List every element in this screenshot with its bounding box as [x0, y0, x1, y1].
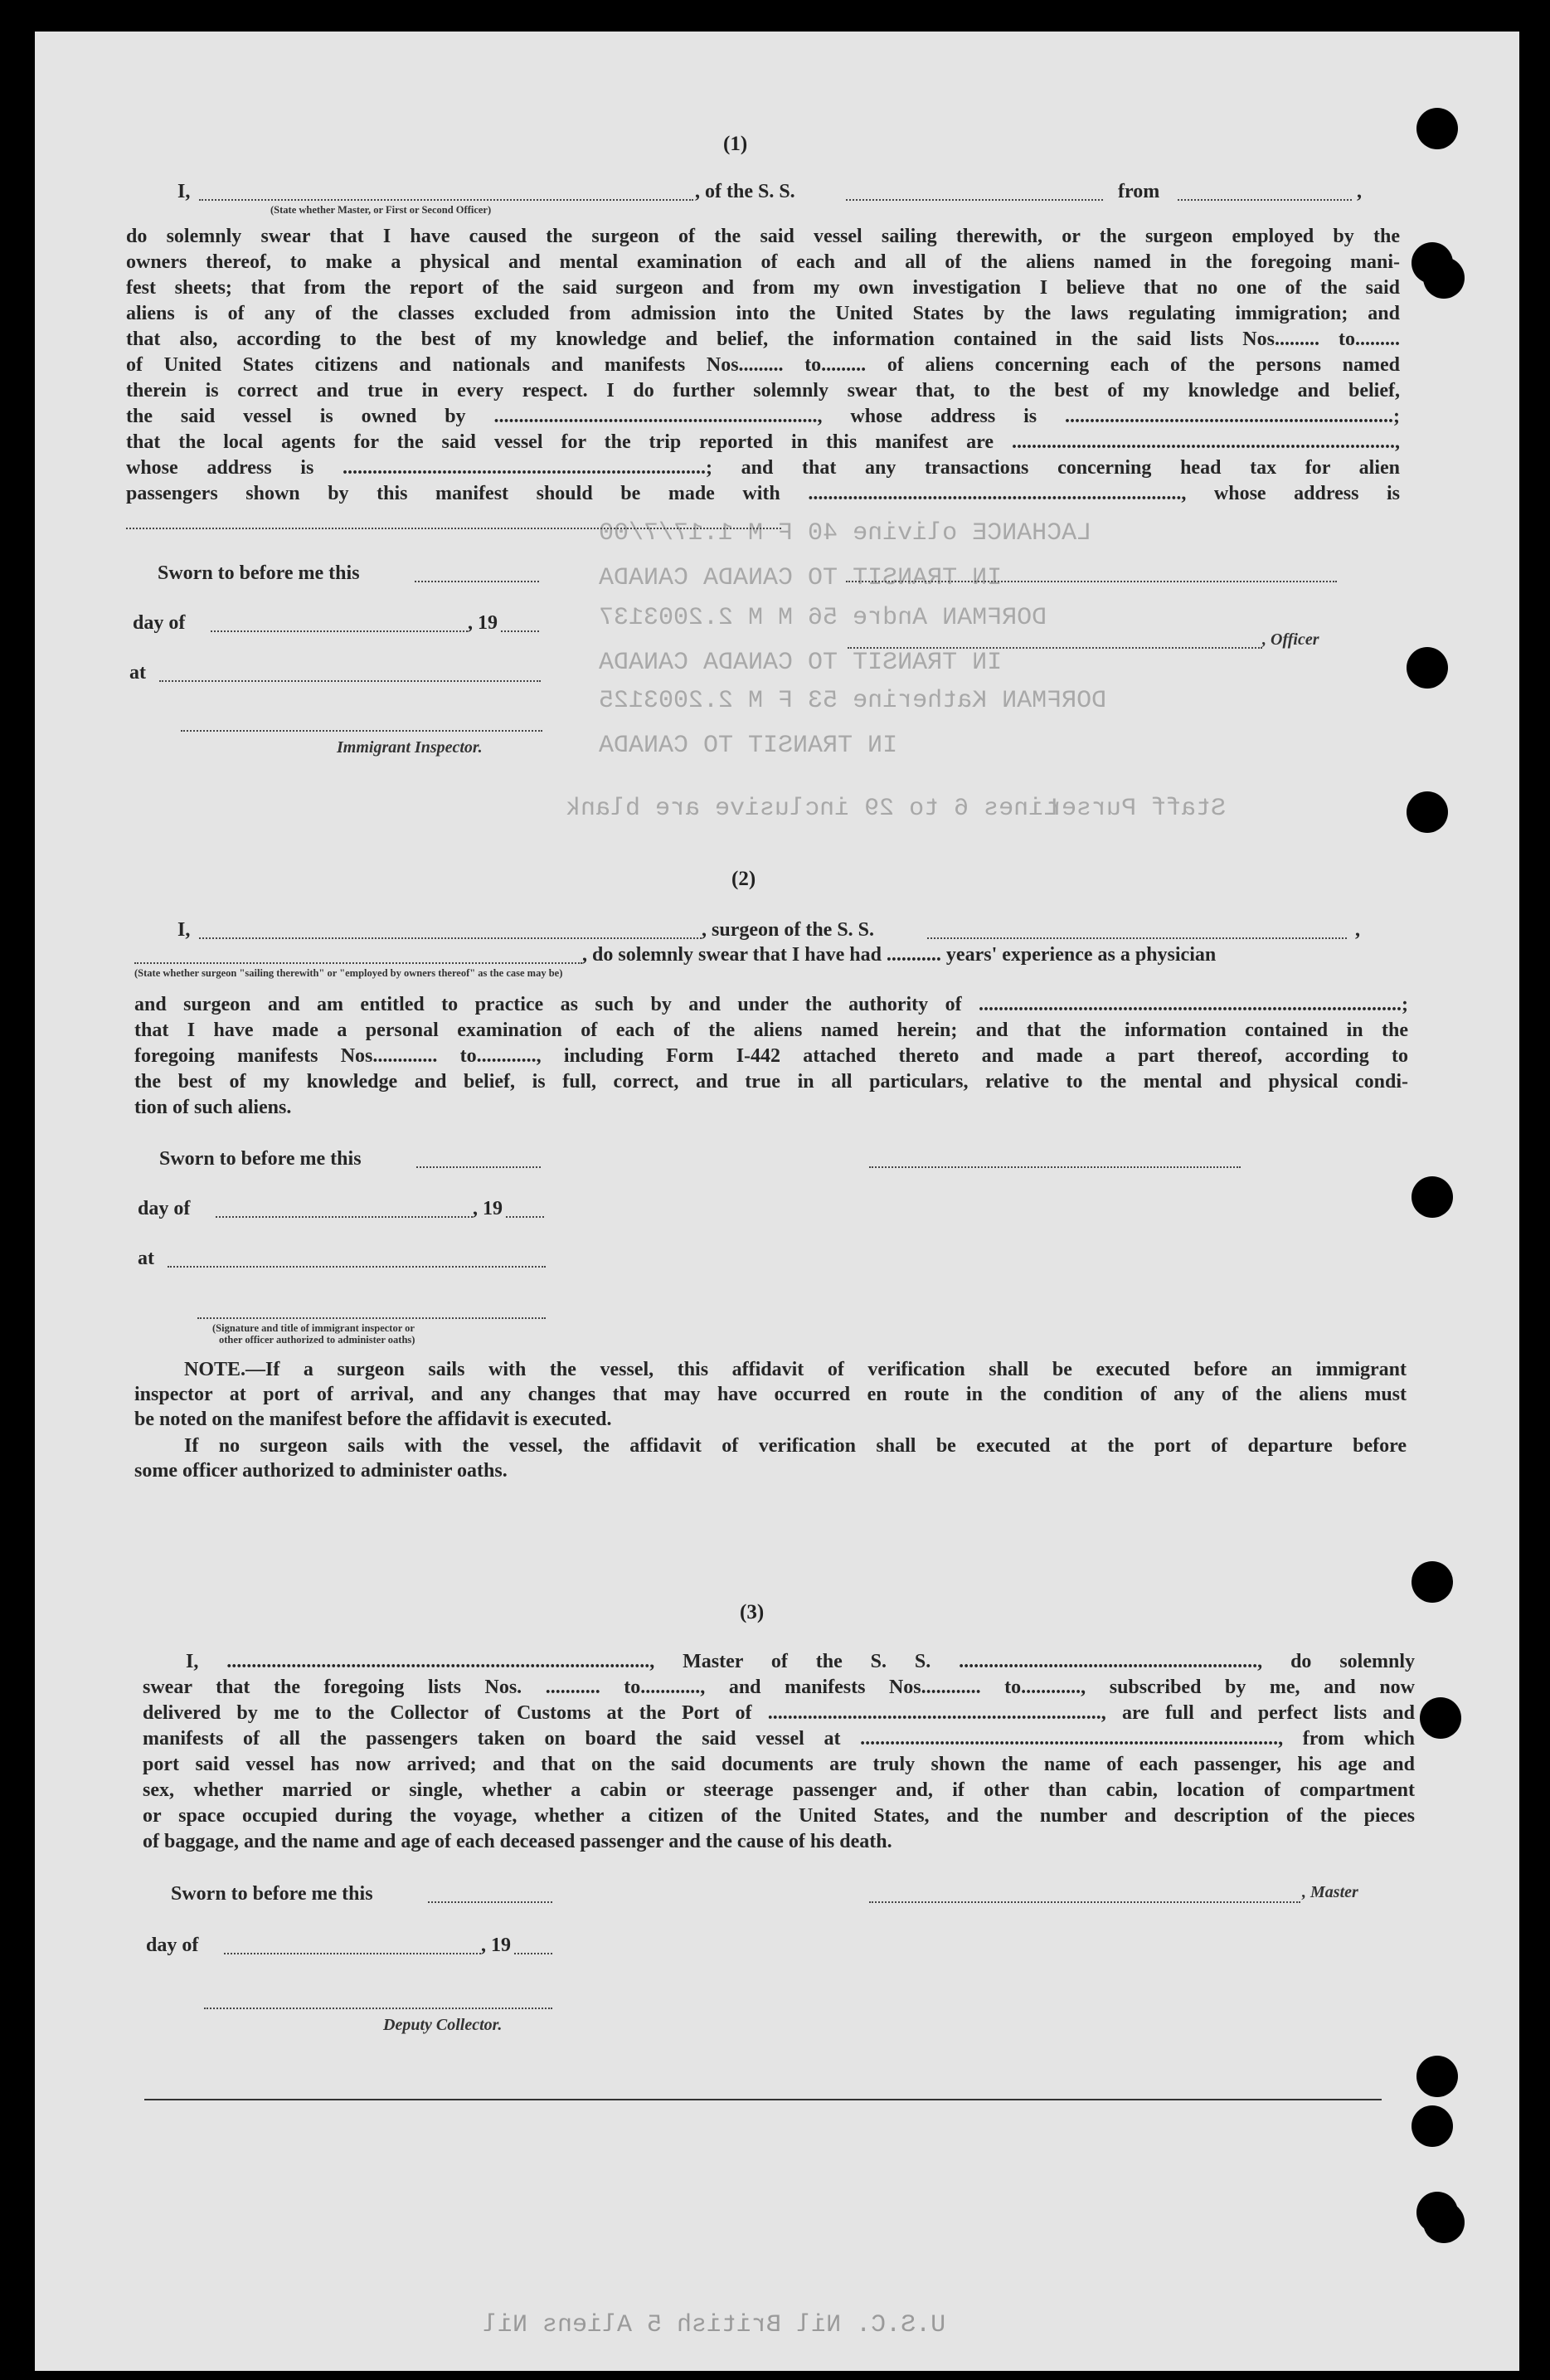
s1-address-continued-field [126, 528, 781, 529]
s2-at-label: at [138, 1248, 154, 1269]
s1-line1-of-ss: , of the S. S. [695, 181, 795, 202]
s2-body-line-5: tion of such aliens. [134, 1097, 292, 1118]
bleed-line-c: DORFMAN Andre 56 M M 2.2003137 [599, 604, 1047, 632]
s2-ship-field [927, 937, 1347, 939]
s2-line2-text: , do solemnly swear that I have had ........... years' experience as a physician [582, 944, 1217, 966]
s2-day-of-label: day of [138, 1198, 191, 1219]
s3-day-of-label: day of [146, 1935, 199, 1956]
s1-caption-state-whether: (State whether Master, or First or Second Officer) [270, 204, 492, 216]
s3-body-line-7: or space occupied during the voyage, whether a citizen of the United States, and the number and description of the pieces [143, 1805, 1415, 1827]
s1-sworn-field [415, 581, 539, 582]
manifest-verification-page [35, 32, 1519, 2371]
bleed-line-a: LACHANCE olivine 40 F M 1.17/7/00 [599, 519, 1092, 548]
punch-hole [1416, 108, 1458, 149]
section-3-number: (3) [740, 1601, 765, 1623]
s1-officer-sign-line-2 [848, 647, 1262, 649]
punch-hole [1412, 2105, 1453, 2147]
punch-hole [1423, 2202, 1465, 2243]
s1-year-field [501, 630, 539, 632]
s1-body-line-1: do solemnly swear that I have caused the surgeon of the said vessel sailing therewith, or the surgeon employed by the [126, 226, 1400, 247]
s1-sworn-label: Sworn to before me this [158, 562, 360, 584]
s3-master-caption: , Master [1302, 1883, 1358, 1901]
s2-sworn-label: Sworn to before me this [159, 1148, 362, 1170]
s3-body-line-4: manifests of all the passengers taken on board the said vessel at ...................................................................................., from which [143, 1728, 1415, 1750]
s3-master-signature-line [869, 1901, 1300, 1903]
s1-line1-start: I, [177, 181, 191, 202]
s1-body-line-2: owners thereof, to make a physical and mental examination of each and all of the aliens named in the foregoing mani- [126, 251, 1400, 273]
s1-inspector-caption: Immigrant Inspector. [337, 738, 483, 757]
s2-signature-caption-1: (Signature and title of immigrant inspector or [212, 1322, 415, 1334]
s1-body-line-9: that the local agents for the said vessel for the trip reported in this manifest are ............................................................................., [126, 431, 1400, 453]
s2-note2-line-2: some officer authorized to administer oaths. [134, 1460, 508, 1482]
bleed-line-e: DORFMAN Katherine 53 F M 2.2003125 [599, 687, 1107, 715]
s1-line1-end: , [1357, 181, 1362, 202]
s2-sworn-field [416, 1166, 541, 1168]
s1-body-line-3: fest sheets; that from the report of the said surgeon and from my own investigation I believe that no one of the said [126, 277, 1400, 299]
s3-sworn-label: Sworn to before me this [171, 1883, 373, 1905]
s3-deputy-signature-line [204, 2008, 552, 2009]
s1-year-label: , 19 [468, 612, 498, 634]
s2-note-line-1: NOTE.—If a surgeon sails with the vessel, this affidavit of verification shall be executed before an immigrant [184, 1359, 1407, 1380]
s1-officer-field [199, 199, 693, 201]
punch-hole [1407, 647, 1448, 689]
s1-body-line-11: passengers shown by this manifest should be made with ..........................................................................., whose address is [126, 483, 1400, 504]
s1-body-line-10: whose address is .........................................................................; and that any transactions concerning head tax for alien [126, 457, 1400, 479]
s2-note-line-2: inspector at port of arrival, and any changes that may have occurred en route in the condition of any of the aliens must [134, 1384, 1407, 1405]
s2-body-line-3: foregoing manifests Nos............. to............, including Form I-442 attached thereto and made a part thereof, according to [134, 1045, 1408, 1067]
s2-line1-start: I, [177, 919, 191, 941]
s1-line1-from: from [1118, 181, 1160, 202]
s2-signature-caption-2: other officer authorized to administer oaths) [219, 1334, 415, 1346]
s3-body-line-5: port said vessel has now arrived; and that on the said documents are truly shown the name of each passenger, his age and [143, 1754, 1415, 1775]
s1-inspector-signature-line [181, 730, 542, 732]
s3-body-line-2: swear that the foregoing lists Nos. ........... to............, and manifests Nos............ to............, subscribed by me, and now [143, 1677, 1415, 1698]
s1-at-label: at [129, 662, 146, 684]
s3-body-line-6: sex, whether married or single, whether a cabin or steerage passenger and, if other than cabin, location of compartment [143, 1779, 1415, 1801]
s2-surgeon-type-field [134, 962, 582, 964]
s1-from-field [1178, 199, 1352, 201]
s3-year-label: , 19 [481, 1935, 511, 1956]
s3-sworn-field [428, 1901, 552, 1903]
bleed-line-g: Lines 6 to 29 inclusive are blank [566, 795, 1059, 823]
section-2-number: (2) [731, 868, 756, 890]
s2-body-line-4: the best of my knowledge and belief, is full, correct, and true in all particulars, relative to the mental and physical condi- [134, 1071, 1408, 1093]
s2-year-label: , 19 [473, 1198, 503, 1219]
s2-surgeon-signature-line [869, 1166, 1241, 1168]
s2-official-signature-line [197, 1317, 546, 1319]
s2-note2-line-1: If no surgeon sails with the vessel, the affidavit of verification shall be executed at the port of departure before [184, 1435, 1407, 1457]
bleed-line-f: IN TRANSIT TO CANADA [599, 732, 898, 760]
bleed-footer: U.S.C. Nil British 5 Aliens Nil [483, 2311, 946, 2339]
s2-note-line-3: be noted on the manifest before the affidavit is executed. [134, 1409, 612, 1430]
s2-body-line-1: and surgeon and am entitled to practice as such by and under the authority of .....................................................................................; [134, 994, 1408, 1015]
s3-body-line-3: delivered by me to the Collector of Customs at the Port of ..................................................................., are full and perfect lists and [143, 1702, 1415, 1724]
s3-body-line-8: of baggage, and the name and age of each deceased passenger and the cause of his death. [143, 1831, 892, 1852]
s1-body-line-5: that also, according to the best of my knowledge and belief, the information contained in the said lists Nos......... to......... [126, 329, 1400, 350]
s1-body-line-8: the said vessel is owned by ................................................................., whose address is ..................................................................; [126, 406, 1400, 427]
punch-hole [1407, 791, 1448, 833]
punch-hole [1412, 1176, 1453, 1218]
s1-officer-signature-line [846, 581, 1337, 582]
bleed-line-d: IN TRANSIT TO CANADA CANADA [599, 649, 1003, 677]
s1-ship-field [846, 199, 1103, 201]
s2-body-line-2: that I have made a personal examination of each of the aliens named herein; and that the information contained in the [134, 1020, 1408, 1041]
s2-line1-surgeon: , surgeon of the S. S. [702, 919, 875, 941]
s2-surgeon-name-field [199, 937, 702, 939]
s1-day-field [211, 630, 468, 632]
s3-deputy-caption: Deputy Collector. [383, 2016, 503, 2034]
s2-at-field [168, 1266, 546, 1268]
s1-officer-caption: , Officer [1262, 630, 1319, 649]
bottom-rule [144, 2099, 1382, 2100]
s1-body-line-7: therein is correct and true in every respect. I do further solemnly swear that, to the best of my knowledge and belief, [126, 380, 1400, 402]
s1-body-line-4: aliens is of any of the classes excluded from admission into the United States by the laws regulating immigration; and [126, 303, 1400, 324]
bleed-staff: Staff Purser [1047, 795, 1227, 823]
s3-body-line-1: I, ....................................................................................., Master of the S. S. ............................................................, do solemnly [186, 1651, 1415, 1672]
s2-day-field [216, 1216, 473, 1218]
punch-hole [1416, 2056, 1458, 2097]
s3-year-field [514, 1953, 552, 1954]
bleed-line-b: IN TRANSIT TO CANADA CANADA [599, 564, 1003, 592]
s1-day-of-label: day of [133, 612, 186, 634]
punch-hole [1412, 1561, 1453, 1603]
s3-day-field [224, 1953, 481, 1954]
s1-at-field [159, 680, 541, 682]
s2-line1-end: , [1355, 919, 1360, 941]
punch-hole [1423, 257, 1465, 299]
punch-hole [1420, 1697, 1461, 1739]
section-1-number: (1) [723, 133, 748, 155]
s1-body-line-6: of United States citizens and nationals and manifests Nos......... to......... of aliens concerning each of the persons named [126, 354, 1400, 376]
s2-caption-state-whether: (State whether surgeon "sailing therewith" or "employed by owners thereof" as the case may be) [134, 967, 563, 979]
s2-year-field [506, 1216, 544, 1218]
